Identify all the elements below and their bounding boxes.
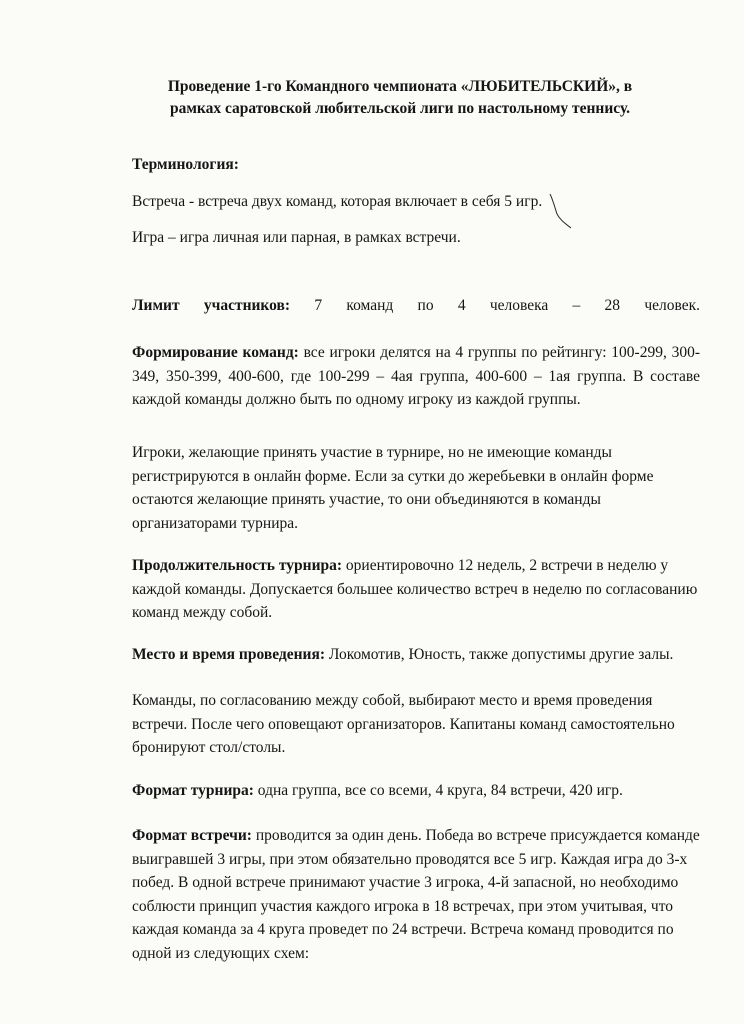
title-line-1: Проведение 1-го Командного чемпионата «ЛЮБИТЕЛЬСКИЙ», в <box>167 78 633 95</box>
terminology-heading: Терминология: <box>132 156 239 173</box>
meeting-format-paragraph <box>132 824 700 965</box>
place-label: Место и время проведения: <box>132 646 325 663</box>
format-paragraph <box>132 779 700 803</box>
players-paragraph: Игроки, желающие принять участие в турнире, но не имеющие команды регистрируются в онлайн форме. Если за сутки до жеребьевки в онлайн форме остаются желающие принять участие, то они объединяются в команды организаторами турнира. <box>132 444 654 532</box>
document-title <box>120 76 680 120</box>
title-line-2: рамках саратовской любительской лиги по настольному теннису. <box>169 100 631 117</box>
formation-paragraph <box>132 341 700 412</box>
term-game: Игра – игра личная или парная, в рамках встречи. <box>132 229 461 246</box>
duration-text: ориентировочно 12 недель, 2 встречи в неделю у каждой команды. Допускается большее количество встреч в неделю по согласованию команд между собой. <box>132 557 698 621</box>
meeting-format-label: Формат встречи: <box>132 827 252 844</box>
format-text: одна группа, все со всеми, 4 круга, 84 встречи, 420 игр. <box>253 782 623 799</box>
term-meeting: Встреча - встреча двух команд, которая включает в себя 5 игр. <box>132 193 543 210</box>
place-paragraph <box>132 643 700 667</box>
duration-label: Продолжительность турнира: <box>132 557 343 574</box>
limit-text: 7 команд по 4 человека – 28 человек. <box>290 297 700 314</box>
formation-label: Формирование команд: <box>132 344 299 361</box>
meeting-format-text: проводится за один день. Победа во встрече присуждается команде выигравшей 3 игры, при этом обязательно проводятся все 5 игр. Каждая игра до 3-х побед. В одной встрече принимают участие 3 игрока, 4-й запасной, но необходимо соблюсти принцип участия каждого игрока в 18 встречах, при этом учитывая, что каждая команда за 4 круга проведет по 24 встречи. Встреча команд проводится по одной из следующих схем: <box>132 827 700 962</box>
duration-paragraph <box>132 554 700 625</box>
formation-text: все игроки делятся на 4 группы по рейтингу: 100-299, 300-349, 350-399, 400-600, где 100-299 – 4ая группа, 400-600 – 1ая группа. В составе каждой команды должно быть по одному игроку из каждой группы. <box>132 344 700 408</box>
format-label: Формат турнира: <box>132 782 254 799</box>
limit-paragraph <box>132 294 700 318</box>
place-text: Локомотив, Юность, также допустимы другие залы. <box>325 646 674 663</box>
limit-label: Лимит участников: <box>132 297 291 314</box>
place-paragraph-2: Команды, по согласованию между собой, выбирают место и время проведения встречи. После чего оповещают организаторов. Капитаны команд самостоятельно бронируют стол/столы. <box>132 692 675 756</box>
